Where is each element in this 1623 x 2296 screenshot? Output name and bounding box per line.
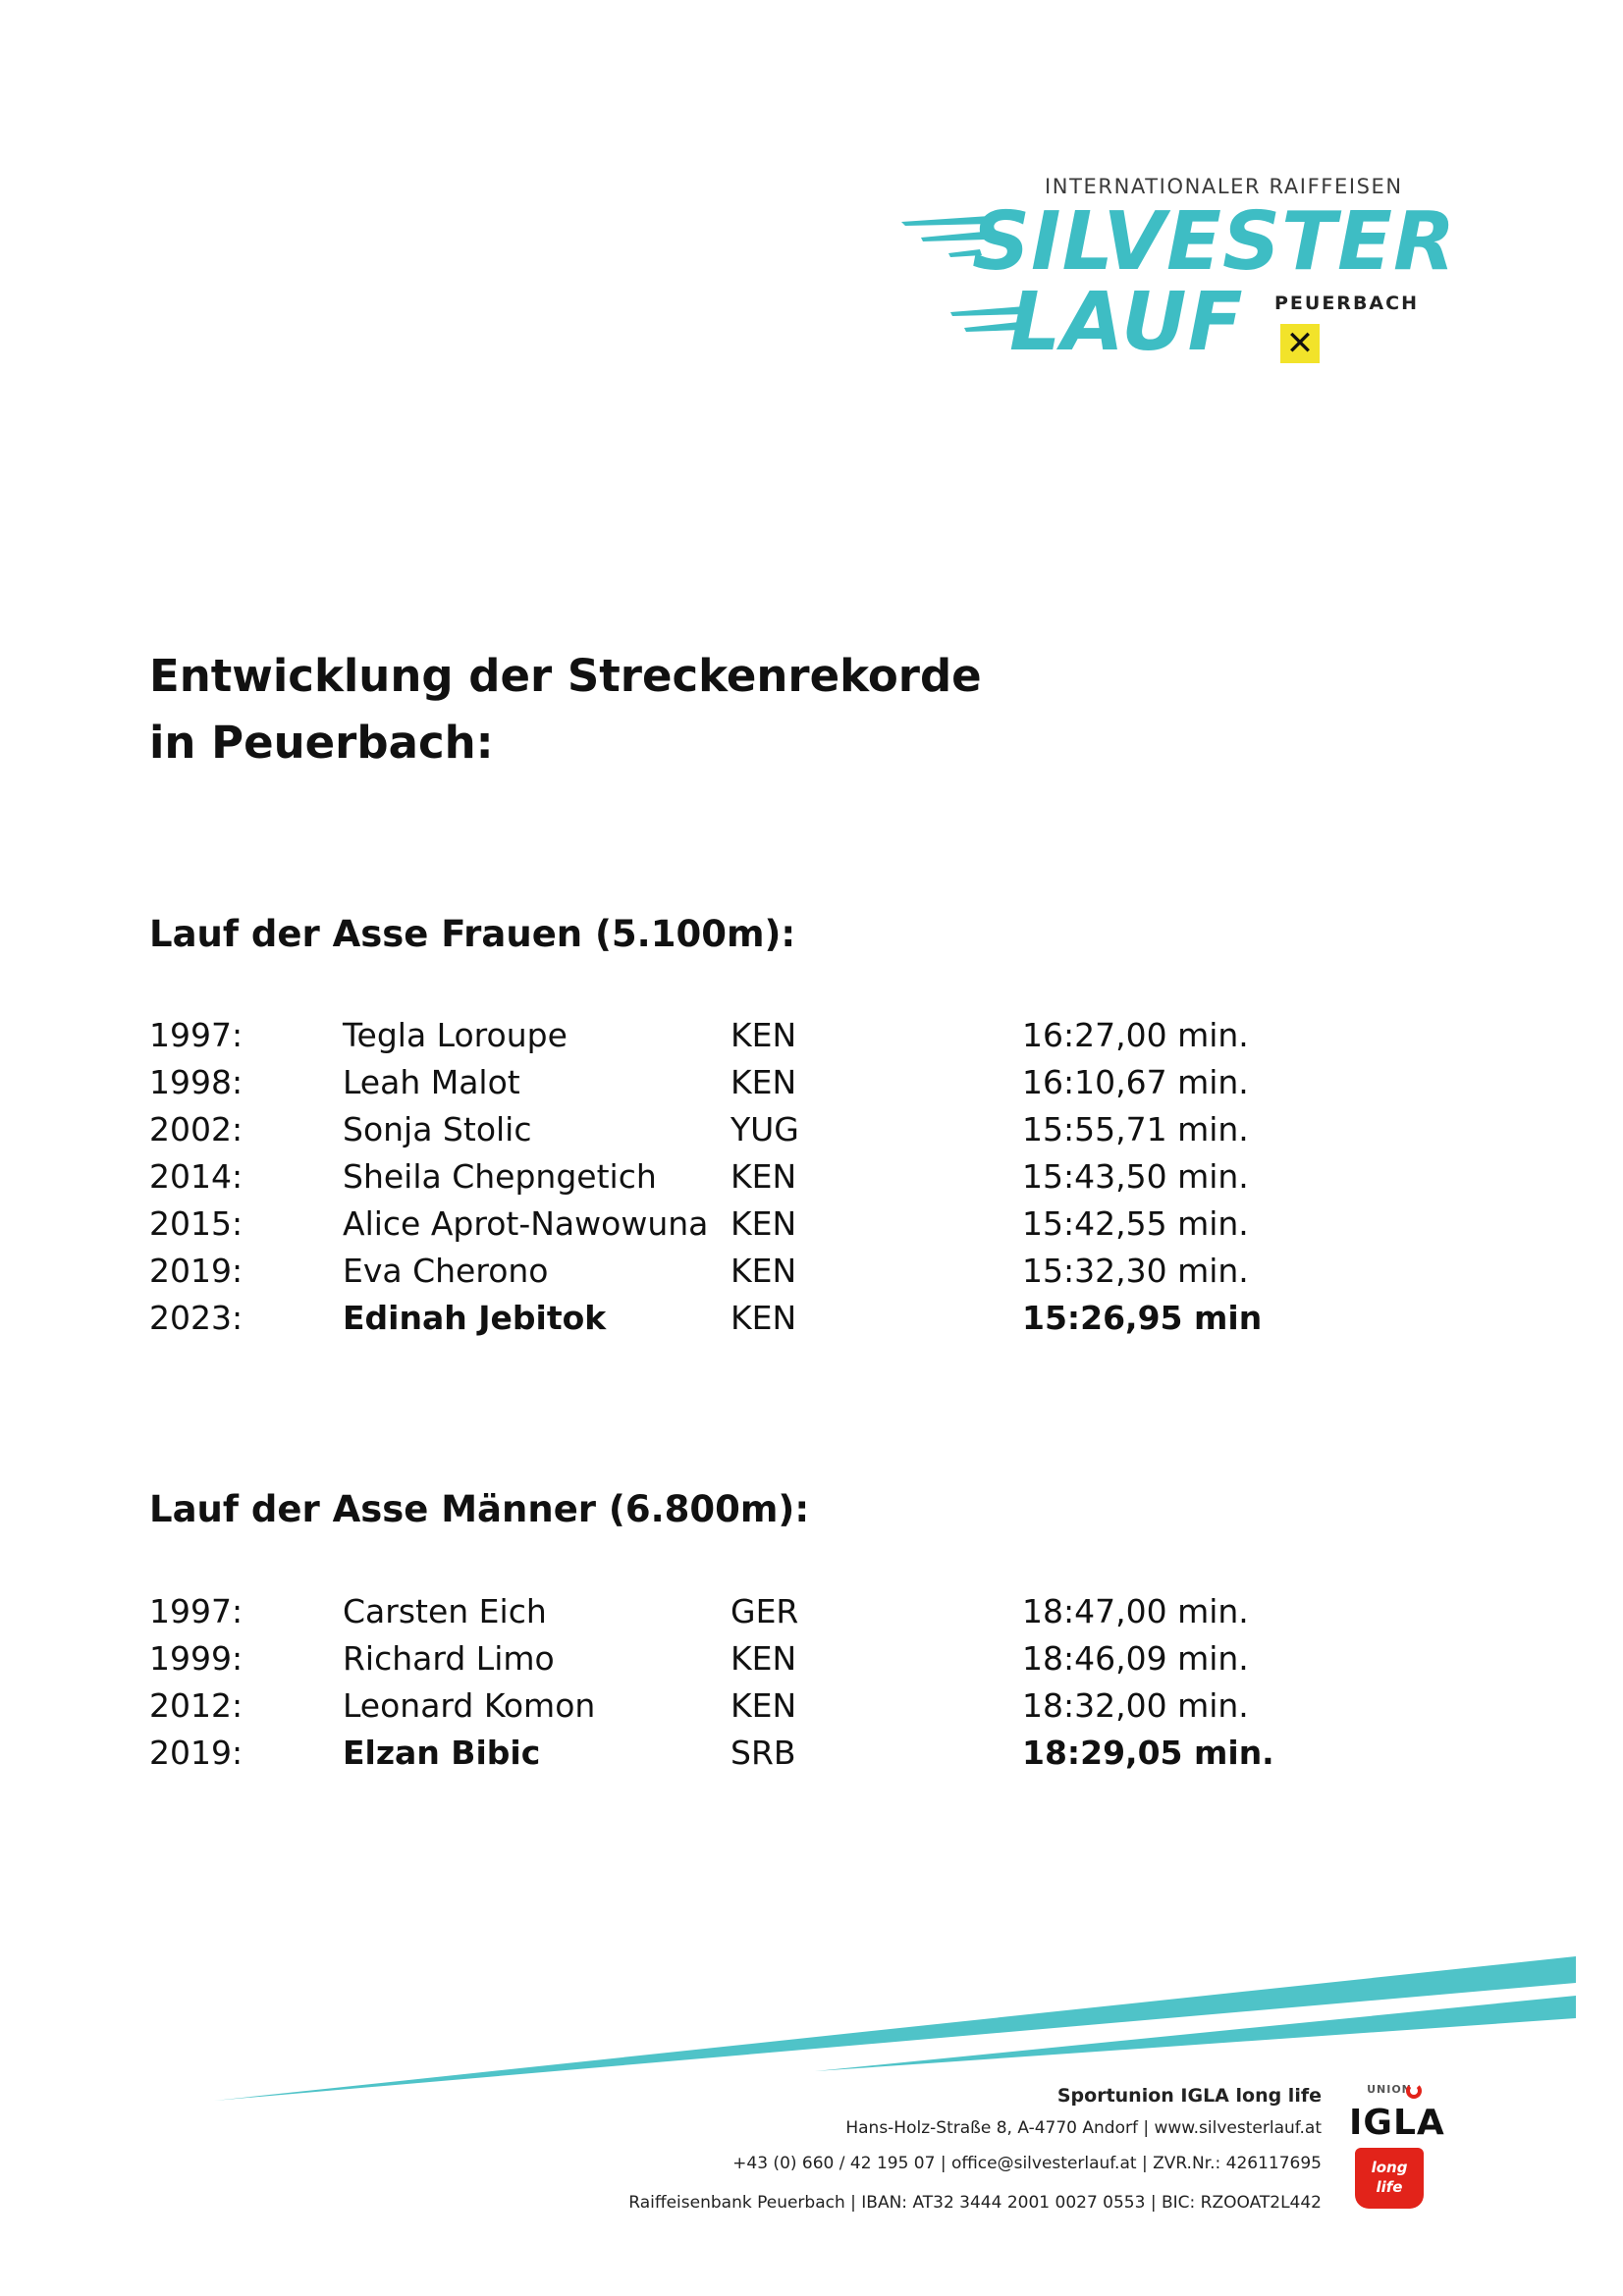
record-time: 15:42,55 min. (1022, 1204, 1249, 1243)
record-year: 1997: (149, 1592, 243, 1630)
athlete-name: Leonard Komon (343, 1686, 596, 1725)
igla-brand-text: IGLA (1349, 2103, 1445, 2143)
footer-address: Hans-Holz-Straße 8, A-4770 Andorf | www.silvesterlauf.at (845, 2118, 1322, 2138)
athlete-name: Leah Malot (343, 1063, 520, 1101)
athlete-nation: GER (730, 1592, 799, 1630)
igla-long-life-badge (1355, 2148, 1424, 2209)
athlete-name: Sheila Chepngetich (343, 1157, 657, 1196)
igla-ring-icon (1406, 2083, 1422, 2099)
footer-swoosh-graphic (0, 1953, 1623, 2101)
raiffeisen-gable-cross-icon: ✕ (1280, 324, 1320, 363)
record-row (149, 1012, 1317, 1059)
women-records-table (149, 1012, 1317, 1342)
record-row (149, 1588, 1317, 1635)
footer-contact-block (340, 2081, 1322, 2220)
athlete-nation: KEN (730, 1639, 797, 1678)
record-row (149, 1295, 1317, 1342)
athlete-name: Eva Cherono (343, 1252, 549, 1290)
record-time: 15:55,71 min. (1022, 1110, 1249, 1148)
page-title (149, 643, 1131, 776)
record-time: 18:29,05 min. (1022, 1734, 1274, 1772)
record-row (149, 1248, 1317, 1295)
athlete-nation: KEN (730, 1299, 797, 1337)
record-year: 1998: (149, 1063, 243, 1101)
record-year: 2023: (149, 1299, 243, 1337)
record-time: 15:32,30 min. (1022, 1252, 1249, 1290)
athlete-name: Richard Limo (343, 1639, 555, 1678)
igla-badge-line1: long (1371, 2159, 1408, 2176)
logo-word-lauf: LAUF (1009, 276, 1244, 369)
men-section-heading: Lauf der Asse Männer (6.800m): (149, 1488, 810, 1530)
athlete-nation: KEN (730, 1204, 797, 1243)
igla-union-label: UNION (1367, 2083, 1412, 2096)
record-time: 18:32,00 min. (1022, 1686, 1249, 1725)
athlete-nation: SRB (730, 1734, 796, 1772)
athlete-name: Elzan Bibic (343, 1734, 541, 1772)
logo-town: PEUERBACH (1274, 293, 1419, 314)
record-year: 2014: (149, 1157, 243, 1196)
record-time: 18:47,00 min. (1022, 1592, 1249, 1630)
record-row (149, 1635, 1317, 1682)
record-time: 18:46,09 min. (1022, 1639, 1249, 1678)
record-row (149, 1201, 1317, 1248)
footer-org-name: Sportunion IGLA long life (1056, 2085, 1322, 2107)
record-year: 2002: (149, 1110, 243, 1148)
athlete-nation: KEN (730, 1686, 797, 1725)
page-title-line2: in Peuerbach: (149, 717, 494, 769)
record-year: 1997: (149, 1016, 243, 1054)
record-row (149, 1730, 1317, 1777)
athlete-nation: KEN (730, 1252, 797, 1290)
women-section-heading: Lauf der Asse Frauen (5.100m): (149, 913, 796, 955)
record-year: 2015: (149, 1204, 243, 1243)
men-records-table (149, 1588, 1317, 1777)
page-title-line1: Entwicklung der Streckenrekorde (149, 650, 982, 702)
footer-bank-details: Raiffeisenbank Peuerbach | IBAN: AT32 3444 2001 0027 0553 | BIC: RZOOAT2L442 (628, 2193, 1322, 2213)
record-row (149, 1153, 1317, 1201)
athlete-name: Sonja Stolic (343, 1110, 532, 1148)
record-year: 1999: (149, 1639, 243, 1678)
athlete-name: Tegla Loroupe (343, 1016, 568, 1054)
footer-contact: +43 (0) 660 / 42 195 07 | office@silvesterlauf.at | ZVR.Nr.: 426117695 (732, 2154, 1322, 2173)
athlete-name: Carsten Eich (343, 1592, 547, 1630)
silvesterlauf-logo (901, 167, 1457, 373)
record-time: 15:26,95 min (1022, 1299, 1263, 1337)
athlete-name: Alice Aprot-Nawowuna (343, 1204, 709, 1243)
record-year: 2019: (149, 1734, 243, 1772)
igla-badge-line2: life (1376, 2178, 1403, 2196)
athlete-nation: KEN (730, 1063, 797, 1101)
athlete-nation: KEN (730, 1016, 797, 1054)
logo-subtitle: INTERNATIONALER RAIFFEISEN (1045, 175, 1403, 198)
record-row (149, 1106, 1317, 1153)
record-time: 16:10,67 min. (1022, 1063, 1249, 1101)
record-time: 15:43,50 min. (1022, 1157, 1249, 1196)
record-row (149, 1682, 1317, 1730)
athlete-nation: YUG (730, 1110, 799, 1148)
logo-word-silvester: SILVESTER (972, 195, 1457, 289)
record-year: 2012: (149, 1686, 243, 1725)
igla-long-life-logo (1347, 2083, 1445, 2211)
record-row (149, 1059, 1317, 1106)
record-year: 2019: (149, 1252, 243, 1290)
record-time: 16:27,00 min. (1022, 1016, 1249, 1054)
athlete-name: Edinah Jebitok (343, 1299, 607, 1337)
athlete-nation: KEN (730, 1157, 797, 1196)
